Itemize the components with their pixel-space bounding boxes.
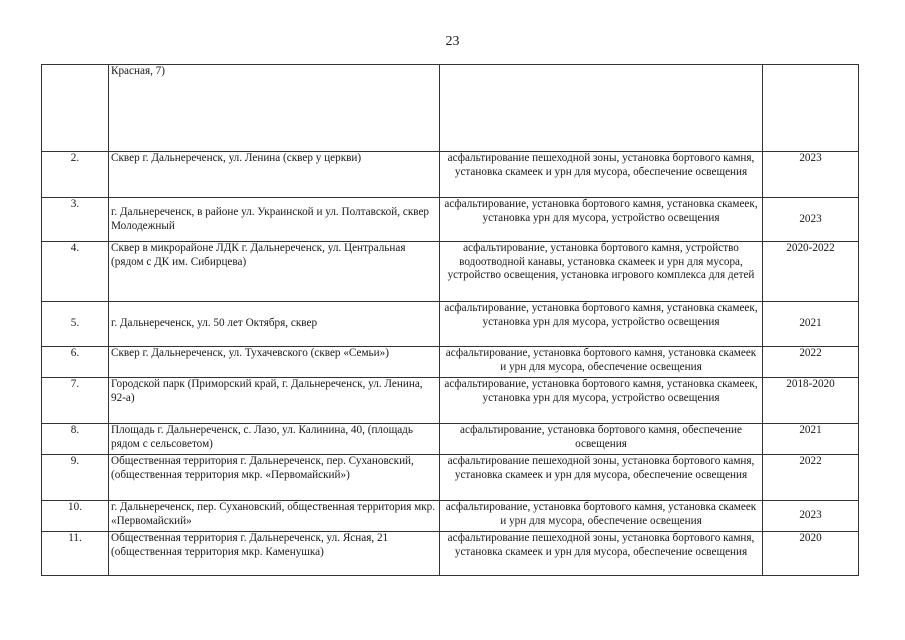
table-row	[42, 347, 859, 378]
row-number: 9.	[42, 455, 109, 501]
year-cell: 2018-2020	[763, 378, 859, 424]
table-row	[42, 302, 859, 347]
works-description: асфальтирование пешеходной зоны, установка бортового камня, установка скамеек и урн для мусора, обеспечение освещения	[440, 152, 763, 198]
works-description: асфальтирование, установка бортового камня, установка скамеек, установка урн для мусора, устройство освещения	[440, 198, 763, 242]
row-number: 10.	[42, 501, 109, 532]
works-description: асфальтирование, установка бортового камня, установка скамеек, установка урн для мусора, устройство освещения	[440, 378, 763, 424]
table-row	[42, 242, 859, 302]
year-cell: 2023	[763, 198, 859, 242]
year-cell: 2022	[763, 455, 859, 501]
row-number: 5.	[42, 302, 109, 347]
year-cell: 2023	[763, 501, 859, 532]
row-number: 4.	[42, 242, 109, 302]
territory-name: Сквер г. Дальнереченск, ул. Тухачевского (сквер «Семьи»)	[109, 347, 440, 378]
year-cell: 2021	[763, 424, 859, 455]
row-number: 3.	[42, 198, 109, 242]
table-row	[42, 532, 859, 576]
year-cell: 2021	[763, 302, 859, 347]
works-description: асфальтирование, установка бортового камня, установка скамеек и урн для мусора, обеспечение освещения	[440, 347, 763, 378]
works-description: асфальтирование, установка бортового камня, устройство водоотводной канавы, установка скамеек и урн для мусора, устройство освещения, установка игрового комплекса для детей	[440, 242, 763, 302]
territory-name: Городской парк (Приморский край, г. Дальнереченск, ул. Ленина, 92-а)	[109, 378, 440, 424]
table-row	[42, 198, 859, 242]
territory-name: Общественная территория г. Дальнереченск, пер. Сухановский, (общественная территория мкр. «Первомайский»)	[109, 455, 440, 501]
year-cell: 2020	[763, 532, 859, 576]
year-cell: 2023	[763, 152, 859, 198]
territory-name: Общественная территория г. Дальнереченск, ул. Ясная, 21 (общественная территория мкр. Каменушка)	[109, 532, 440, 576]
year-cell: 2022	[763, 347, 859, 378]
table-row	[42, 424, 859, 455]
territory-name: г. Дальнереченск, ул. 50 лет Октября, сквер	[109, 302, 440, 347]
territory-name: Сквер в микрорайоне ЛДК г. Дальнереченск, ул. Центральная (рядом с ДК им. Сибирцева)	[109, 242, 440, 302]
row-number: 11.	[42, 532, 109, 576]
row-number: 7.	[42, 378, 109, 424]
row-number: 8.	[42, 424, 109, 455]
works-description: асфальтирование пешеходной зоны, установка бортового камня, установка скамеек и урн для мусора, обеспечение освещения	[440, 455, 763, 501]
year-cell: 2020-2022	[763, 242, 859, 302]
territory-name: г. Дальнереченск, пер. Сухановский, общественная территория мкр. «Первомайский»	[109, 501, 440, 532]
table-row	[42, 455, 859, 501]
page-number: 23	[445, 34, 460, 49]
row-number: 2.	[42, 152, 109, 198]
improvement-table	[41, 64, 859, 576]
works-description: асфальтирование пешеходной зоны, установка бортового камня, установка скамеек и урн для мусора, обеспечение освещения	[440, 532, 763, 576]
row-number: 6.	[42, 347, 109, 378]
works-description	[440, 65, 763, 152]
territory-name: Площадь г. Дальнереченск, с. Лазо, ул. Калинина, 40, (площадь рядом с сельсоветом)	[109, 424, 440, 455]
territory-name: Красная, 7)	[109, 65, 440, 152]
territory-name: г. Дальнереченск, в районе ул. Украинской и ул. Полтавской, сквер Молодежный	[109, 198, 440, 242]
works-description: асфальтирование, установка бортового камня, установка скамеек, установка урн для мусора, устройство освещения	[440, 302, 763, 347]
row-number	[42, 65, 109, 152]
table-row	[42, 65, 859, 152]
works-description: асфальтирование, установка бортового камня, обеспечение освещения	[440, 424, 763, 455]
table-row	[42, 152, 859, 198]
territory-name: Сквер г. Дальнереченск, ул. Ленина (сквер у церкви)	[109, 152, 440, 198]
table-row	[42, 378, 859, 424]
year-cell	[763, 65, 859, 152]
works-description: асфальтирование, установка бортового камня, установка скамеек и урн для мусора, обеспечение освещения	[440, 501, 763, 532]
table-row	[42, 501, 859, 532]
